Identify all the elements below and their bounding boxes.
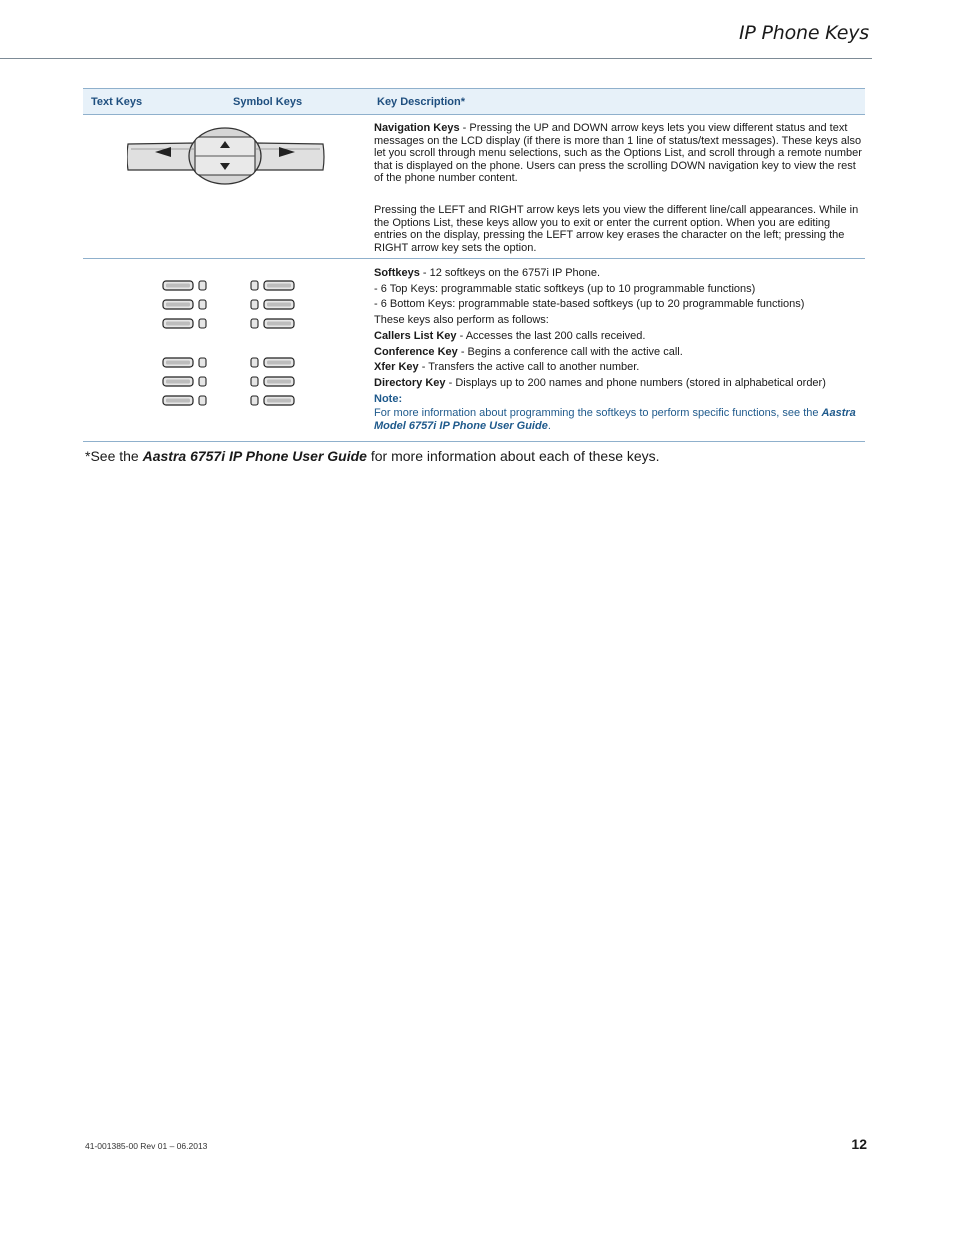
xfer-key-name: Xfer Key bbox=[374, 361, 419, 374]
directory-key-text: - Displays up to 200 names and phone numbers (stored in alphabetical order) bbox=[445, 376, 826, 389]
softkeys-intro bbox=[374, 266, 862, 282]
list-item: These keys also perform as follows: bbox=[374, 314, 549, 327]
conference-key-line bbox=[374, 345, 862, 361]
column-header-symbol-keys: Symbol Keys bbox=[233, 96, 303, 108]
note-body: For more information about programming the softkeys to perform specific functions, see the bbox=[374, 407, 822, 420]
table-header bbox=[83, 88, 865, 115]
footnote-prefix: *See the bbox=[85, 448, 143, 464]
callers-list-key-text: - Accesses the last 200 calls received. bbox=[456, 329, 646, 342]
softkeys-title: Softkeys bbox=[374, 267, 420, 279]
navigation-keys-icon bbox=[127, 127, 327, 192]
conference-key-name: Conference Key bbox=[374, 345, 458, 358]
key-table bbox=[83, 88, 865, 442]
xfer-key-line bbox=[374, 360, 862, 376]
list-item: - 6 Top Keys: programmable static softkeys (up to 10 programmable functions) bbox=[374, 282, 756, 295]
xfer-key-text: - Transfers the active call to another number. bbox=[418, 361, 640, 374]
note-label: Note: bbox=[374, 392, 403, 405]
footnote-reference: Aastra 6757i IP Phone User Guide bbox=[142, 448, 367, 464]
note-reference: Aastra Model 6757i IP Phone User Guide bbox=[374, 407, 856, 432]
directory-key-name: Directory Key bbox=[374, 376, 446, 389]
softkeys-text: - 12 softkeys on the 6757i IP Phone. bbox=[419, 267, 601, 279]
softkeys-icon bbox=[159, 277, 299, 412]
footer-document-id: 41-001385-00 Rev 01 – 06.2013 bbox=[85, 1141, 208, 1151]
softkeys-description bbox=[374, 266, 862, 432]
footnote-suffix: for more information about each of these keys. bbox=[366, 448, 660, 464]
conference-key-text: - Begins a conference call with the active call. bbox=[457, 345, 683, 358]
header-rule bbox=[0, 58, 872, 59]
note-text bbox=[374, 407, 862, 432]
note-end: . bbox=[547, 419, 551, 432]
list-item: - 6 Bottom Keys: programmable state-based softkeys (up to 20 programmable functions) bbox=[374, 298, 805, 311]
column-header-text-keys: Text Keys bbox=[91, 96, 143, 108]
footnote bbox=[85, 448, 660, 464]
navigation-keys-description bbox=[374, 122, 862, 185]
directory-key-line bbox=[374, 376, 862, 392]
column-header-key-description: Key Description* bbox=[377, 96, 466, 108]
navigation-keys-description-2 bbox=[374, 204, 862, 254]
callers-list-key-name: Callers List Key bbox=[374, 329, 457, 342]
page-number: 12 bbox=[851, 1136, 867, 1152]
page-header-title: IP Phone Keys bbox=[738, 22, 869, 44]
navigation-keys-text: - Pressing the UP and DOWN arrow keys lets you view different status and text messages on the LCD display (if there is more than 1 line of status/text messages). These keys also let you scroll through menu selections, such as the Options List, and scroll through a remote number that is displayed on the phone. Users can press the scrolling DOWN navigation key to view the rest of the phone number content. bbox=[374, 122, 862, 185]
table-row-navigation-keys bbox=[83, 115, 865, 259]
navigation-keys-title: Navigation Keys bbox=[374, 122, 460, 134]
navigation-keys-text-2: Pressing the LEFT and RIGHT arrow keys lets you view the different line/call appearances. While in the Options List, these keys allow you to exit or enter the current option. When you are editing entries on the display, pressing the LEFT arrow key erases the character on the left; pressing the RIGHT arrow key sets the option. bbox=[374, 204, 859, 254]
callers-list-key-line bbox=[374, 329, 862, 345]
table-row-softkeys bbox=[83, 259, 865, 442]
